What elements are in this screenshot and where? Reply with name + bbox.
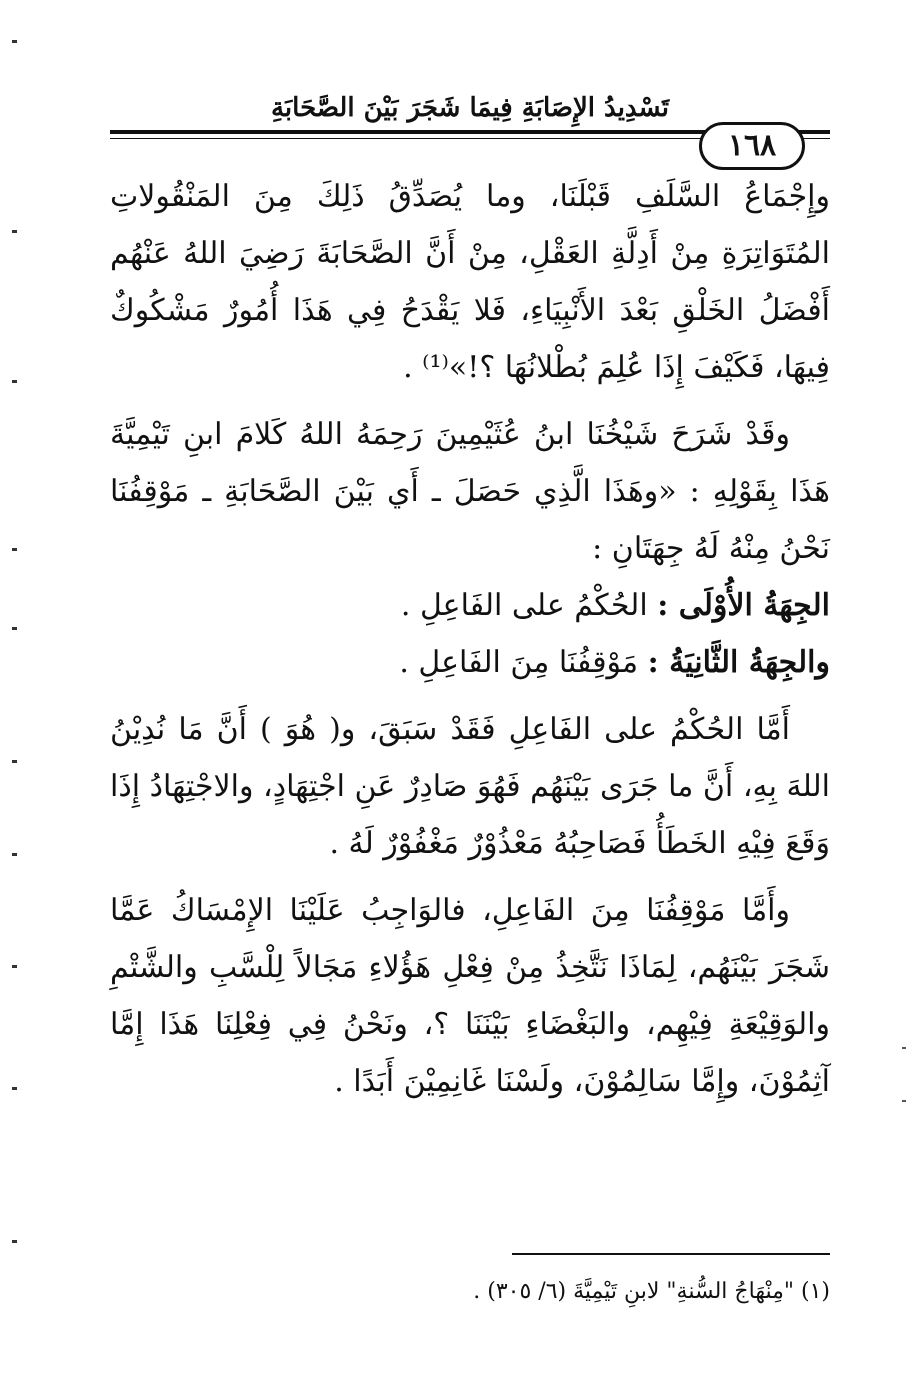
paragraph-1: وإِجْمَاعُ السَّلَفِ قَبْلَنَا، وما يُصَدِّقُ ذَلِكَ مِنَ المَنْقُولاتِ المُتَوَاتِرَةِ مِنْ أَدِلَّةِ العَقْلِ، مِنْ أَنَّ الصَّحَابَةَ رَضِيَ اللهُ عَنْهُم أَفْضَلُ الخَلْقِ بَعْدَ الأَنْبِيَاءِ، فَلا يَقْدَحُ فِي هَذَا أُمُورٌ مَشْكُوكٌ فِيهَا، فَكَيْفَ إِذَا عُلِمَ بُطْلانُهَا ؟!»⁽¹⁾ . [110, 179, 830, 385]
aspect-one-label: الجِهَةُ الأُوْلَى : [657, 588, 830, 623]
page-number: ١٦٨ [699, 122, 805, 170]
scan-mark [12, 40, 17, 43]
scan-mark [12, 760, 17, 763]
footnote-divider [512, 1253, 830, 1255]
main-text [110, 168, 830, 1110]
paragraph-3 [110, 577, 830, 634]
scan-mark [902, 1047, 906, 1049]
scan-mark [12, 1240, 17, 1243]
aspect-one-text: الحُكْمُ على الفَاعِلِ . [400, 588, 658, 623]
running-header-title: تَسْدِيدُ الإِصَابَةِ فِيمَا شَجَرَ بَيْنَ الصَّحَابَةِ [270, 93, 670, 123]
aspect-two-text: مَوْقِفُنَا مِنَ الفَاعِلِ . [399, 645, 648, 680]
scan-mark [12, 230, 17, 233]
scan-mark [12, 965, 17, 968]
paragraph-5: أَمَّا الحُكْمُ على الفَاعِلِ فَقَدْ سَبَقَ، و( هُوَ ) أَنَّ مَا نُدِيْنُ اللهَ بِهِ، أَنَّ ما جَرَى بَيْنَهُم فَهُوَ صَادِرٌ عَنِ اجْتِهَادٍ، والاجْتِهَادُ إِذَا وَقَعَ فِيْهِ الخَطَأُ فَصَاحِبُهُ مَعْذُوْرٌ مَغْفُوْرٌ لَهُ . [110, 712, 830, 861]
scan-mark [12, 380, 17, 383]
footnote: (١) "مِنْهَاجُ السُّنةِ" لابنِ تَيْمِيَّةَ (٦/ ٣٠٥) . [473, 1279, 830, 1304]
paragraph-2: وقَدْ شَرَحَ شَيْخُنَا ابنُ عُثَيْمِينَ رَحِمَهُ اللهُ كَلامَ ابنِ تَيْمِيَّةَ هَذَا بِقَوْلِهِ : «وهَذَا الَّذِي حَصَلَ ـ أَي بَيْنَ الصَّحَابَةِ ـ مَوْقِفُنَا نَحْنُ مِنْهُ لَهُ جِهَتَانِ : [110, 417, 830, 566]
scan-mark [12, 627, 17, 630]
paragraph-6: وأَمَّا مَوْقِفُنَا مِنَ الفَاعِلِ، فالوَاجِبُ عَلَيْنَا الإِمْسَاكُ عَمَّا شَجَرَ بَيْنَهُم، لِمَاذَا نَتَّخِذُ مِنْ فِعْلِ هَؤُلاءِ مَجَالاً لِلْسَّبِ والشَّتْمِ والوَقِيْعَةِ فِيْهِم، والبَغْضَاءِ بَيْنَنَا ؟، ونَحْنُ فِي فِعْلِنَا هَذَا إِمَّا آثِمُوْنَ، وإِمَّا سَالِمُوْنَ، ولَسْنَا غَانِمِيْنَ أَبَدًا . [110, 893, 830, 1099]
paragraph-4 [110, 634, 830, 691]
scan-mark [902, 1100, 906, 1102]
scan-mark [12, 548, 17, 551]
scan-mark [12, 853, 17, 856]
aspect-two-label: والجِهَةُ الثَّانِيَةُ : [647, 645, 830, 680]
scan-mark [12, 1087, 17, 1090]
